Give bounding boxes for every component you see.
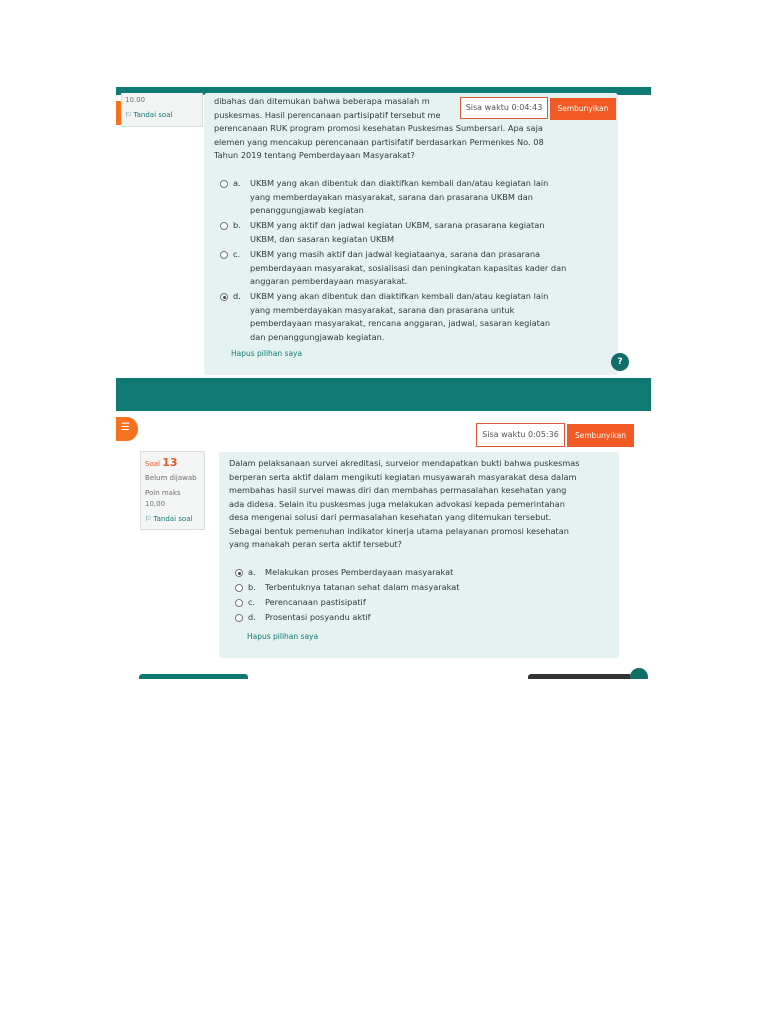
option-text bbox=[250, 177, 595, 218]
option-text bbox=[250, 248, 595, 289]
q13-soal-heading bbox=[145, 456, 178, 469]
option-letter: d. bbox=[248, 612, 256, 622]
screenshot-q12 bbox=[116, 87, 651, 377]
q12-question-line: dibahas dan ditemukan bahwa beberapa masalah m bbox=[214, 96, 430, 106]
q13-points-value: 10,00 bbox=[145, 500, 166, 508]
header-teal-bar bbox=[116, 378, 651, 411]
q13-question-line: yang manakah peran serta aktif tersebut? bbox=[229, 539, 402, 549]
q12-hide-timer-button[interactable]: Sembunyikan bbox=[550, 98, 616, 120]
radio-button[interactable] bbox=[220, 222, 228, 230]
q13-option-b[interactable] bbox=[235, 581, 605, 595]
q12-timer: Sisa waktu 0:04:43 bbox=[460, 97, 548, 119]
option-letter: a. bbox=[248, 567, 256, 577]
option-line: penanggungjawab kegiatan bbox=[250, 205, 364, 215]
q13-status: Belum dijawab bbox=[145, 474, 197, 482]
radio-button[interactable] bbox=[235, 599, 243, 607]
flag-icon: ⚐ bbox=[145, 515, 152, 523]
q13-question-line: berperan serta aktif dalam mengikuti kegiatan musyawarah masyarakat desa dalam bbox=[229, 471, 577, 482]
option-line: pemberdayaan masyarakat, sosialisasi dan peningkatan kapasitas kader dan bbox=[250, 262, 567, 273]
next-page-button-partial[interactable] bbox=[528, 674, 632, 679]
previous-page-button-partial[interactable] bbox=[139, 674, 248, 679]
q13-question-line: Sebagai bentuk pemenuhan indikator kinerja utama pelayanan promosi kesehatan bbox=[229, 525, 569, 536]
option-line: yang memberdayakan masyarakat, sarana dan prasarana untuk bbox=[250, 304, 515, 315]
option-letter: c. bbox=[233, 249, 241, 259]
q13-flag-label: Tandai soal bbox=[153, 515, 193, 523]
q13-flag-question[interactable] bbox=[145, 515, 192, 523]
option-text: Melakukan proses Pemberdayaan masyarakat bbox=[265, 567, 454, 577]
option-line: UKBM yang masih aktif dan jadwal kegiataanya, sarana dan prasarana bbox=[250, 249, 541, 259]
q12-clear-choice-link[interactable]: Hapus pilihan saya bbox=[231, 349, 303, 358]
list-icon: ☰ bbox=[121, 422, 130, 433]
q13-question-card bbox=[219, 452, 619, 658]
q12-points-value: 10.00 bbox=[125, 96, 146, 104]
q13-question-line: ada didesa. Selain itu puskesmas juga melakukan advokasi kepada pemerintahan bbox=[229, 498, 565, 509]
q12-flag-question[interactable] bbox=[125, 111, 172, 119]
screenshot-q13 bbox=[116, 378, 651, 679]
question-icon: ? bbox=[617, 357, 623, 367]
q12-question-line: puskesmas. Hasil perencanaan partisipatif tersebut me bbox=[214, 109, 441, 120]
option-line: UKBM yang akan dibentuk dan diaktifkan kembali dan/atau kegiatan lain bbox=[250, 178, 549, 188]
option-text: Prosentasi posyandu aktif bbox=[265, 612, 371, 622]
q13-option-c[interactable] bbox=[235, 596, 605, 610]
q13-question-line: membahas hasil survei mawas diri dan membahas permasalahan kesehatan yang bbox=[229, 485, 567, 495]
option-line: UKBM yang akan dibentuk dan diaktifkan kembali dan/atau kegiatan lain bbox=[250, 291, 549, 301]
help-button[interactable] bbox=[611, 353, 629, 371]
q12-option-a[interactable] bbox=[220, 177, 610, 219]
q12-question-line: perencanaan RUK program promosi kesehatan Puskesmas Sumbersari. Apa saja bbox=[214, 123, 543, 133]
radio-button[interactable] bbox=[235, 584, 243, 592]
q13-question-number: 13 bbox=[162, 456, 178, 469]
q12-option-d[interactable] bbox=[220, 290, 610, 346]
option-letter: a. bbox=[233, 178, 241, 188]
radio-button-selected[interactable] bbox=[235, 569, 243, 577]
q12-flag-label: Tandai soal bbox=[133, 111, 173, 119]
nav-toggle-button[interactable] bbox=[116, 417, 138, 441]
option-line: pemberdayaan masyarakat, rencana anggaran, jadwal, sasaran kegiatan bbox=[250, 318, 551, 328]
q12-question-line: Tahun 2019 tentang Pemberdayaan Masyarakat? bbox=[214, 150, 415, 160]
option-line: yang memberdayakan masyarakat, sarana dan prasarana UKBM dan bbox=[250, 191, 533, 202]
radio-button-selected[interactable] bbox=[220, 293, 228, 301]
q12-option-b[interactable] bbox=[220, 219, 610, 247]
option-letter: c. bbox=[248, 597, 256, 607]
option-line: anggaran pemberdayaan masyarakat. bbox=[250, 276, 408, 286]
q13-option-d[interactable] bbox=[235, 611, 605, 625]
option-letter: d. bbox=[233, 291, 241, 301]
option-line: UKBM, dan sasaran kegiatan UKBM bbox=[250, 233, 395, 244]
help-button-partial[interactable] bbox=[630, 668, 648, 679]
option-text: Perencanaan pastisipatif bbox=[265, 597, 366, 607]
q13-question-line: desa mengenai solusi dari permasalahan kesehatan yang ditemukan tersebut. bbox=[229, 512, 552, 522]
radio-button[interactable] bbox=[220, 251, 228, 259]
q13-hide-timer-button[interactable]: Sembunyikan bbox=[567, 424, 634, 447]
q12-option-c[interactable] bbox=[220, 248, 610, 290]
q13-option-a[interactable] bbox=[235, 566, 605, 580]
q12-question-line: elemen yang mencakup perencanaan partisifatif berdasarkan Permenkes No. 08 bbox=[214, 136, 544, 147]
radio-button[interactable] bbox=[220, 180, 228, 188]
q13-clear-choice-link[interactable]: Hapus pilihan saya bbox=[247, 632, 319, 641]
radio-button[interactable] bbox=[235, 614, 243, 622]
flag-icon: ⚐ bbox=[125, 111, 132, 119]
q13-question-line: Dalam pelaksanaan survei akreditasi, surveior mendapatkan bukti bahwa puskesmas bbox=[229, 458, 580, 468]
option-letter: b. bbox=[233, 220, 241, 230]
q12-question-card bbox=[204, 93, 618, 375]
q13-soal-label: Soal bbox=[145, 460, 160, 468]
q13-timer: Sisa waktu 0:05:36 bbox=[476, 423, 565, 447]
option-text bbox=[250, 290, 595, 344]
option-text bbox=[250, 219, 595, 246]
option-text: Terbentuknya tatanan sehat dalam masyarakat bbox=[265, 582, 460, 592]
q13-points-label: Poin maks bbox=[145, 489, 181, 497]
option-letter: b. bbox=[248, 582, 256, 592]
q13-question-text bbox=[229, 457, 617, 552]
q13-info-box bbox=[140, 451, 205, 530]
option-line: UKBM yang aktif dan jadwal kegiatan UKBM, sarana prasarana kegiatan bbox=[250, 220, 545, 230]
option-line: dan penanggungjawab kegiatan. bbox=[250, 331, 385, 342]
q12-info-box bbox=[121, 93, 203, 127]
